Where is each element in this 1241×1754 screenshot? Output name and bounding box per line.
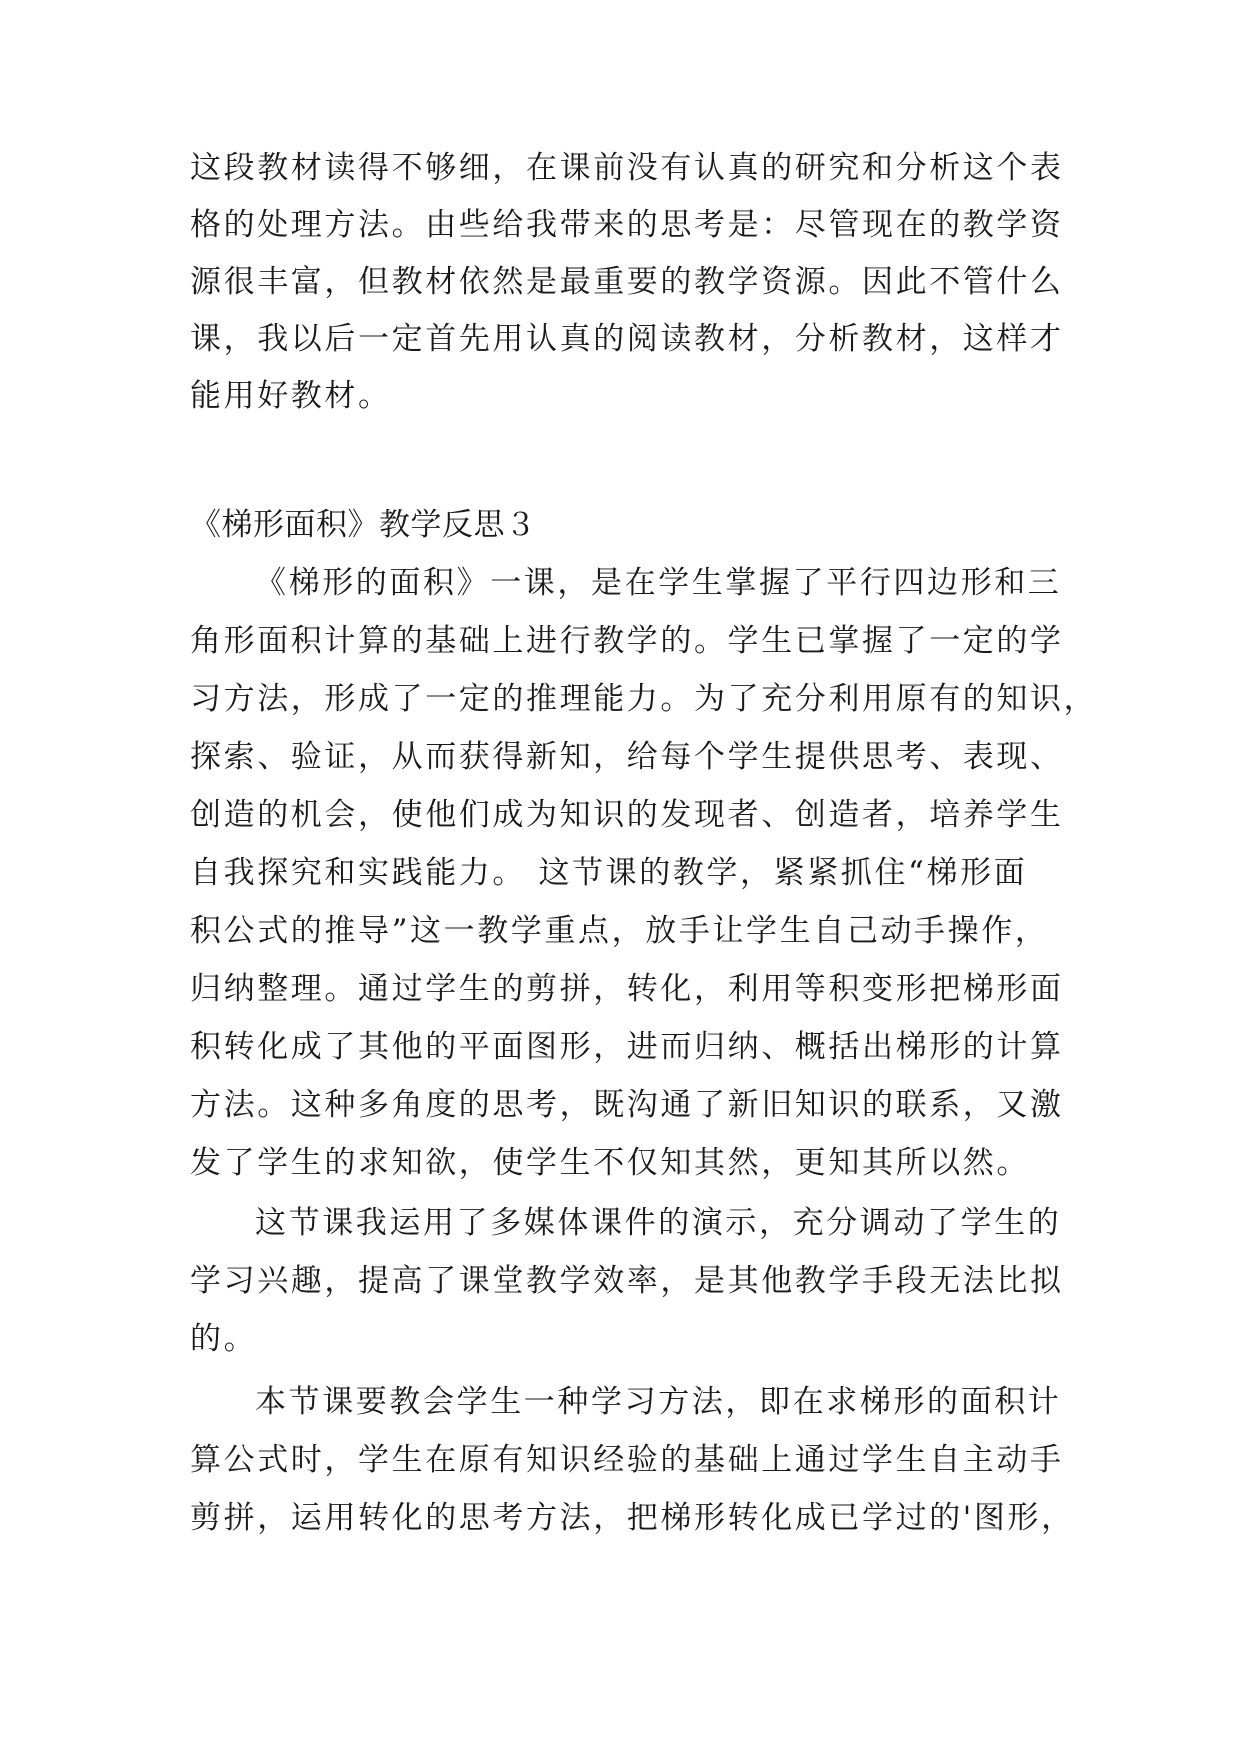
paragraph-line: 积公式的推导”这一教学重点，放手让学生自己动手操作， bbox=[190, 913, 1049, 949]
text-line: 课，我以后一定首先用认真的阅读教材，分析教材，这样才 bbox=[190, 321, 1064, 357]
text-line: 能用好教材。 bbox=[190, 378, 392, 414]
paragraph-line: 自我探究和实践能力。 这节课的教学，紧紧抓住“梯形面 bbox=[190, 855, 1028, 891]
paragraph-line: 创造的机会，使他们成为知识的发现者、创造者，培养学生 bbox=[190, 797, 1064, 833]
paragraph-line: 算公式时，学生在原有知识经验的基础上通过学生自主动手 bbox=[190, 1442, 1064, 1478]
paragraph-line: 的。 bbox=[190, 1321, 258, 1357]
paragraph-line: 习方法，形成了一定的推理能力。为了充分利用原有的知识， bbox=[190, 681, 1098, 717]
paragraph-line: 归纳整理。通过学生的剪拼，转化，利用等积变形把梯形面 bbox=[190, 971, 1064, 1007]
text-line: 源很丰富，但教材依然是最重要的教学资源。因此不管什么 bbox=[190, 264, 1064, 300]
paragraph-line: 剪拼，运用转化的思考方法，把梯形转化成已学过的'图形， bbox=[190, 1500, 1075, 1536]
paragraph-line: 方法。这种多角度的思考，既沟通了新旧知识的联系，又激 bbox=[190, 1087, 1064, 1123]
paragraph-line: 《梯形的面积》一课，是在学生掌握了平行四边形和三 bbox=[255, 565, 1062, 601]
paragraph-line: 学习兴趣，提高了课堂教学效率，是其他教学手段无法比拟 bbox=[190, 1263, 1064, 1299]
paragraph-line: 角形面积计算的基础上进行教学的。学生已掌握了一定的学 bbox=[190, 623, 1064, 659]
section-title: 《梯形面积》教学反思３ bbox=[190, 507, 537, 543]
text-line: 这段教材读得不够细，在课前没有认真的研究和分析这个表 bbox=[190, 150, 1064, 186]
paragraph-line: 本节课要教会学生一种学习方法，即在求梯形的面积计 bbox=[255, 1384, 1062, 1420]
paragraph-line: 发了学生的求知欲，使学生不仅知其然，更知其所以然。 bbox=[190, 1145, 1030, 1181]
text-line: 格的处理方法。由些给我带来的思考是：尽管现在的教学资 bbox=[190, 207, 1064, 243]
paragraph-line: 这节课我运用了多媒体课件的演示，充分调动了学生的 bbox=[255, 1205, 1062, 1241]
paragraph-line: 积转化成了其他的平面图形，进而归纳、概括出梯形的计算 bbox=[190, 1029, 1064, 1065]
paragraph-line: 探索、验证，从而获得新知，给每个学生提供思考、表现、 bbox=[190, 739, 1064, 775]
